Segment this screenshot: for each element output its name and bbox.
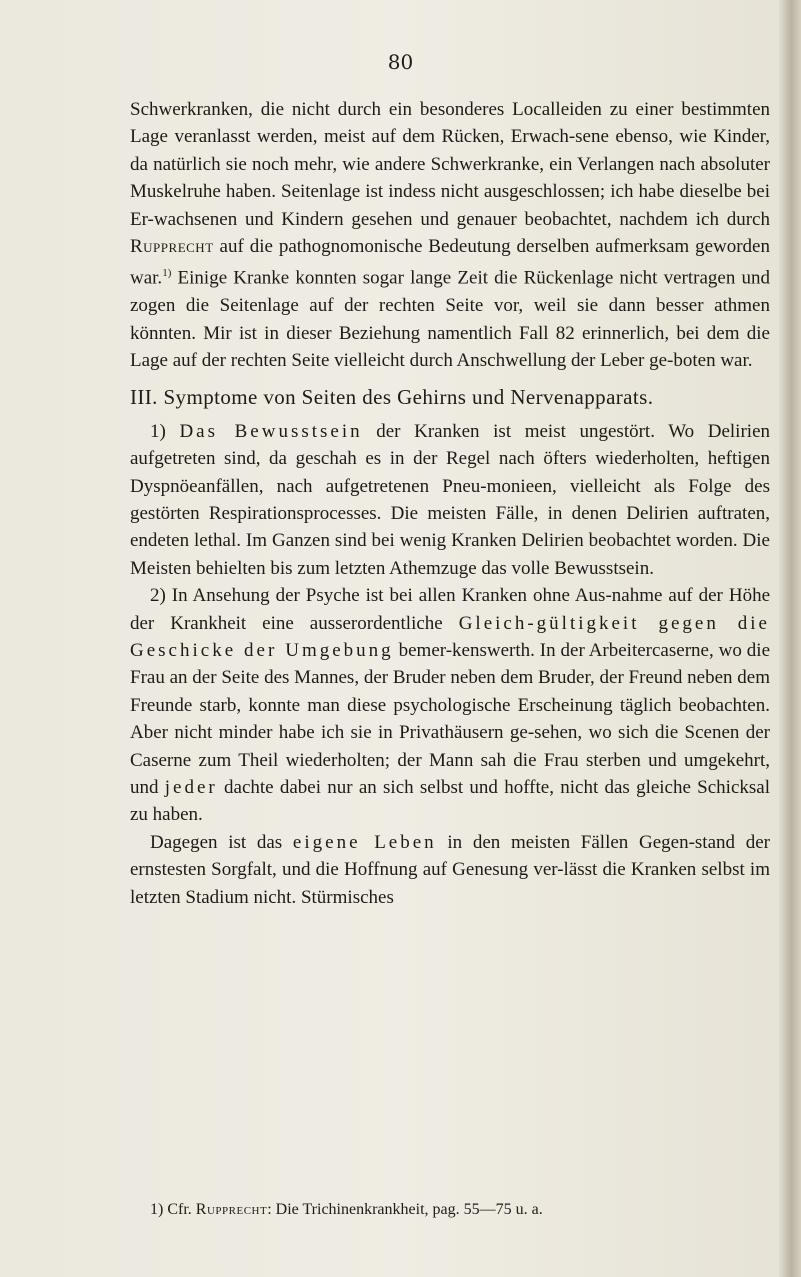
- page-edge-shadow: [779, 0, 801, 1277]
- paragraph-leben-text-a: Dagegen ist das: [150, 831, 293, 853]
- paragraph-psyche-text-c: dachte dabei nur an sich selbst und hoffte, nicht das gleiche Schicksal zu haben.: [130, 777, 770, 826]
- paragraph-leben-text-b: in den meisten Fällen Gegen-stand der ernstesten Sorgfalt, und die Hoffnung auf Genesung ver-lässt die Kranken selbst im letzten Stadium nicht. Stürmisches: [130, 831, 770, 908]
- spaced-term-bewusstsein: Das Bewusstsein: [179, 420, 363, 442]
- paragraph-psyche-text-a: 2) In Ansehung der Psyche ist bei allen Kranken ohne Aus-nahme auf der Höhe der Krankheit eine ausserordentliche: [130, 585, 770, 634]
- paragraph-lage-text-a: Schwerkranken, die nicht durch ein besonderes Localleiden zu einer bestimmten Lage veranlasst werden, meist auf dem Rücken, Erwach-sene ebenso, wie Kinder, da natürlich sie noch mehr, wie andere Schwerkranke, ein Verlangen nach absoluter Muskelruhe haben. Seitenlage ist indess nicht ausgeschlossen; ich habe dieselbe bei Er-wachsenen und Kindern gesehen und genauer beobachtet, nachdem ich durch: [130, 99, 770, 230]
- spaced-term-eigene-leben: eigene Leben: [292, 831, 437, 853]
- paragraph-psyche-text-b: bemer-kenswerth. In der Arbeitercaserne, wo die Frau an der Seite des Mannes, der Bruder neben dem Bruder, der Freund neben dem Freunde starb, konnte man diese psychologische Erscheinung täglich beobachten. Aber nicht minder habe ich sie in Privathäusern ge-sehen, wo sich die Scenen der Caserne zum Theil wiederholten; der Mann sah die Frau sterben und umgekehrt, und: [130, 640, 770, 799]
- spaced-term-gleichgueltigkeit: Gleich-gültigkeit gegen die Geschicke der Umgebung: [130, 612, 770, 662]
- paragraph-psyche: [130, 582, 770, 829]
- footnote-number: 1) Cfr.: [150, 1201, 196, 1218]
- footnote-reference: 1): [162, 267, 172, 280]
- footnote-author: Rupprecht: [195, 1201, 268, 1218]
- author-rupprecht: Rupprecht: [130, 236, 214, 258]
- footnote: [150, 1201, 770, 1219]
- paragraph-lage-text-b: auf die pathognomonische Bedeutung derselben aufmerksam geworden war.: [130, 236, 770, 289]
- paragraph-leben: [130, 829, 770, 911]
- body-text: [130, 96, 770, 911]
- footnote-text: : Die Trichinenkrankheit, pag. 55—75 u. a.: [267, 1201, 543, 1218]
- item-number-1: 1): [150, 420, 180, 442]
- paragraph-bewusstsein-text: der Kranken ist meist ungestört. Wo Delirien aufgetreten sind, da geschah es in der Regel nach öfters wiederholten, heftigen Dyspnöeanfällen, nach aufgetretenen Pneu-monieen, vielleicht als Folge des gestörten Respirationsprocesses. Die meisten Fälle, in denen Delirien auftraten, endeten lethal. Im Ganzen sind bei wenig Kranken Delirien beobachtet worden. Die Meisten behielten bis zum letzten Athemzuge das volle Bewusstsein.: [130, 420, 770, 579]
- page-number: 80: [387, 50, 414, 74]
- spaced-term-jeder: jeder: [164, 777, 218, 799]
- paragraph-lage: [130, 96, 770, 374]
- section-heading: III. Symptome von Seiten des Gehirns und Nervenapparats.: [130, 385, 654, 410]
- paragraph-bewusstsein: [130, 418, 770, 582]
- paragraph-lage-text-c: Einige Kranke konnten sogar lange Zeit die Rückenlage nicht vertragen und zogen die Seitenlage auf der rechten Seite vor, weil sie dann besser athmen könnten. Mir ist in dieser Beziehung namentlich Fall 82 erinnerlich, bei dem die Lage auf der rechten Seite vielleicht durch Anschwellung der Leber ge-boten war.: [130, 267, 770, 371]
